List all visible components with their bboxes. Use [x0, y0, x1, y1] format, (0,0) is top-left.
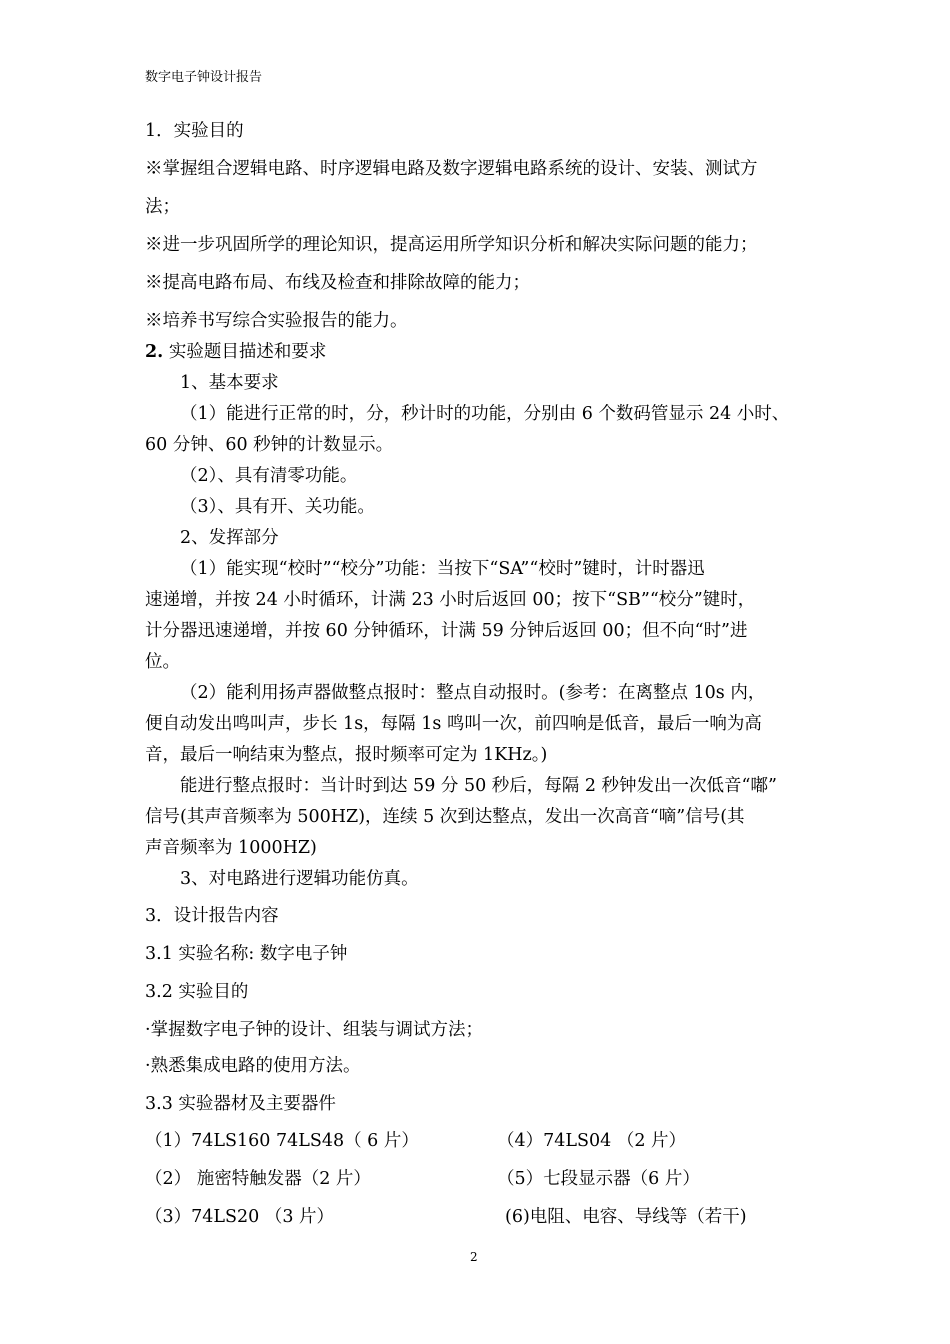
component-2: （2） 施密特触发器（2 片）	[145, 1169, 371, 1189]
basic-requirements-heading: 1、基本要求	[180, 373, 279, 393]
extension-heading: 2、发挥部分	[180, 528, 279, 548]
requirement-2: （2）、具有清零功能。	[180, 466, 358, 486]
aim-bullet-1-cont: 法；	[145, 197, 180, 217]
section-2-text: 实验题目描述和要求	[163, 342, 327, 362]
section-1-title: 1．实验目的	[145, 121, 244, 141]
extension-1-line-2: 速递增，并按 24 小时循环，计满 23 小时后返回 00；按下“SB”“校分”键时，	[145, 590, 756, 610]
extension-1: （1）能实现“校时”“校分”功能：当按下“SA”“校时”键时，计时器迅	[180, 559, 705, 579]
section-3-title: 3．设计报告内容	[145, 906, 279, 926]
extension-2-line-2: 便自动发出鸣叫声，步长 1s，每隔 1s 鸣叫一次，前四响是低音，最后一响为高	[145, 714, 762, 734]
section-3-3-title: 3.3 实验器材及主要器件	[145, 1094, 336, 1114]
page-header: 数字电子钟设计报告	[145, 70, 263, 85]
simulation-requirement: 3、对电路进行逻辑功能仿真。	[180, 869, 419, 889]
page-number: 2	[470, 1250, 478, 1264]
section-2-number: 2.	[145, 342, 164, 362]
aim-bullet-3: ※提高电路布局、布线及检查和排除故障的能力；	[145, 273, 530, 293]
requirement-1-cont: 60 分钟、60 秒钟的计数显示。	[145, 435, 394, 455]
aim-bullet-1: ※掌握组合逻辑电路、时序逻辑电路及数字逻辑电路系统的设计、安装、测试方	[145, 159, 758, 179]
aim-bullet-2: ※进一步巩固所学的理论知识，提高运用所学知识分析和解决实际问题的能力；	[145, 235, 758, 255]
goal-bullet-2: ·熟悉集成电路的使用方法。	[145, 1056, 361, 1076]
requirement-3: （3）、具有开、关功能。	[180, 497, 375, 517]
hourly-chime-desc-line-3: 声音频率为 1000HZ)	[145, 838, 317, 858]
component-4: （4）74LS04 （2 片）	[497, 1131, 687, 1151]
extension-1-line-4: 位。	[145, 652, 180, 672]
requirement-1: （1）能进行正常的时，分，秒计时的功能，分别由 6 个数码管显示 24 小时、	[180, 404, 790, 424]
section-3-2-title: 3.2 实验目的	[145, 982, 249, 1002]
goal-bullet-1: ·掌握数字电子钟的设计、组装与调试方法；	[145, 1020, 484, 1040]
component-6: (6)电阻、电容、导线等（若干)	[505, 1207, 747, 1227]
hourly-chime-desc: 能进行整点报时：当计时到达 59 分 50 秒后，每隔 2 秒钟发出一次低音“嘟”	[180, 776, 777, 796]
extension-2: （2）能利用扬声器做整点报时：整点自动报时。(参考：在离整点 10s 内，	[180, 683, 766, 703]
extension-2-line-3: 音，最后一响结束为整点，报时频率可定为 1KHz。)	[145, 745, 548, 765]
extension-1-line-3: 计分器迅速递增，并按 60 分钟循环，计满 59 分钟后返回 00；但不向“时”进	[145, 621, 748, 641]
component-5: （5）七段显示器（6 片）	[497, 1169, 700, 1189]
component-3: （3）74LS20 （3 片）	[145, 1207, 335, 1227]
aim-bullet-4: ※培养书写综合实验报告的能力。	[145, 311, 408, 331]
component-1: （1）74LS160 74LS48（ 6 片）	[145, 1131, 419, 1151]
section-2-title	[145, 341, 326, 363]
experiment-name: 3.1 实验名称: 数字电子钟	[145, 944, 348, 964]
hourly-chime-desc-line-2: 信号(其声音频率为 500HZ)，连续 5 次到达整点，发出一次高音“嘀”信号(其	[145, 807, 745, 827]
